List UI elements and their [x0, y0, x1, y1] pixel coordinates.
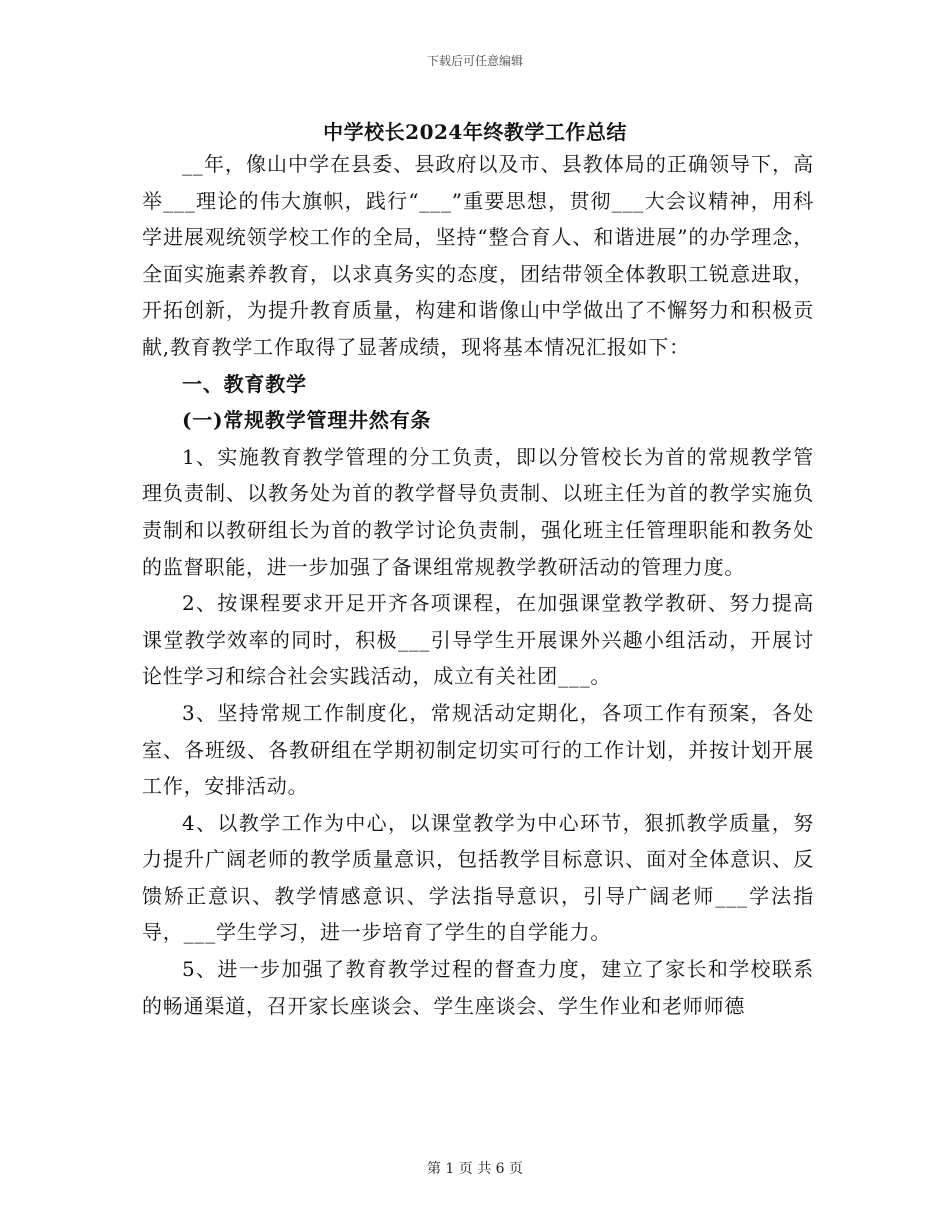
paragraph-item-3: 3、坚持常规工作制度化，常规活动定期化，各项工作有预案，各处室、各班级、各教研组在学期初制定切实可行的工作计划，并按计划开展工作，安排活动。 — [142, 700, 814, 799]
document-title: 中学校长2024年终教学工作总结 — [323, 120, 627, 144]
page-number: 第 1 页 共 6 页 — [426, 1161, 524, 1177]
page-header-note: 下载后可任意编辑 — [426, 54, 523, 68]
paragraph-item-5: 5、进一步加强了教育教学过程的督查力度，建立了家长和学校联系的畅通渠道，召开家长座谈会、学生座谈会、学生作业和老师师德 — [142, 957, 814, 1018]
paragraph-item-4: 4、以教学工作为中心，以课堂教学为中心环节，狠抓教学质量，努力提升广阔老师的教学质量意识，包括教学目标意识、面对全体意识、反馈矫正意识、教学情感意识、学法指导意识，引导广阔老师___学法指导，___学生学习，进一步培育了学生的自学能力。 — [142, 810, 814, 945]
section-heading-education: 一、教育教学 — [182, 371, 307, 396]
paragraph-item-1: 1、实施教育教学管理的分工负责，即以分管校长为首的常规教学管理负责制、以教务处为首的教学督导负责制、以班主任为首的教学实施负责制和以教研组长为首的教学讨论负责制，强化班主任管理职能和教务处的监督职能，进一步加强了备课组常规教学教研活动的管理力度。 — [142, 444, 814, 579]
document-body — [142, 146, 814, 1024]
subsection-heading-routine-management: (一)常规教学管理井然有条 — [182, 408, 432, 433]
intro-paragraph: __年，像山中学在县委、县政府以及市、县教体局的正确领导下，高举___理论的伟大旗帜，践行“___”重要思想，贯彻___大会议精神，用科学进展观统领学校工作的全局，坚持“整合育人、和谐进展”的办学理念，全面实施素养教育，以求真务实的态度，团结带领全体教职工锐意进取，开拓创新，为提升教育质量，构建和谐像山中学做出了不懈努力和积极贡献,教育教学工作取得了显著成绩，现将基本情况汇报如下： — [142, 152, 814, 359]
paragraph-item-2: 2、按课程要求开足开齐各项课程，在加强课堂教学教研、努力提高课堂教学效率的同时，积极___引导学生开展课外兴趣小组活动，开展讨论性学习和综合社会实践活动，成立有关社团___。 — [142, 591, 814, 689]
